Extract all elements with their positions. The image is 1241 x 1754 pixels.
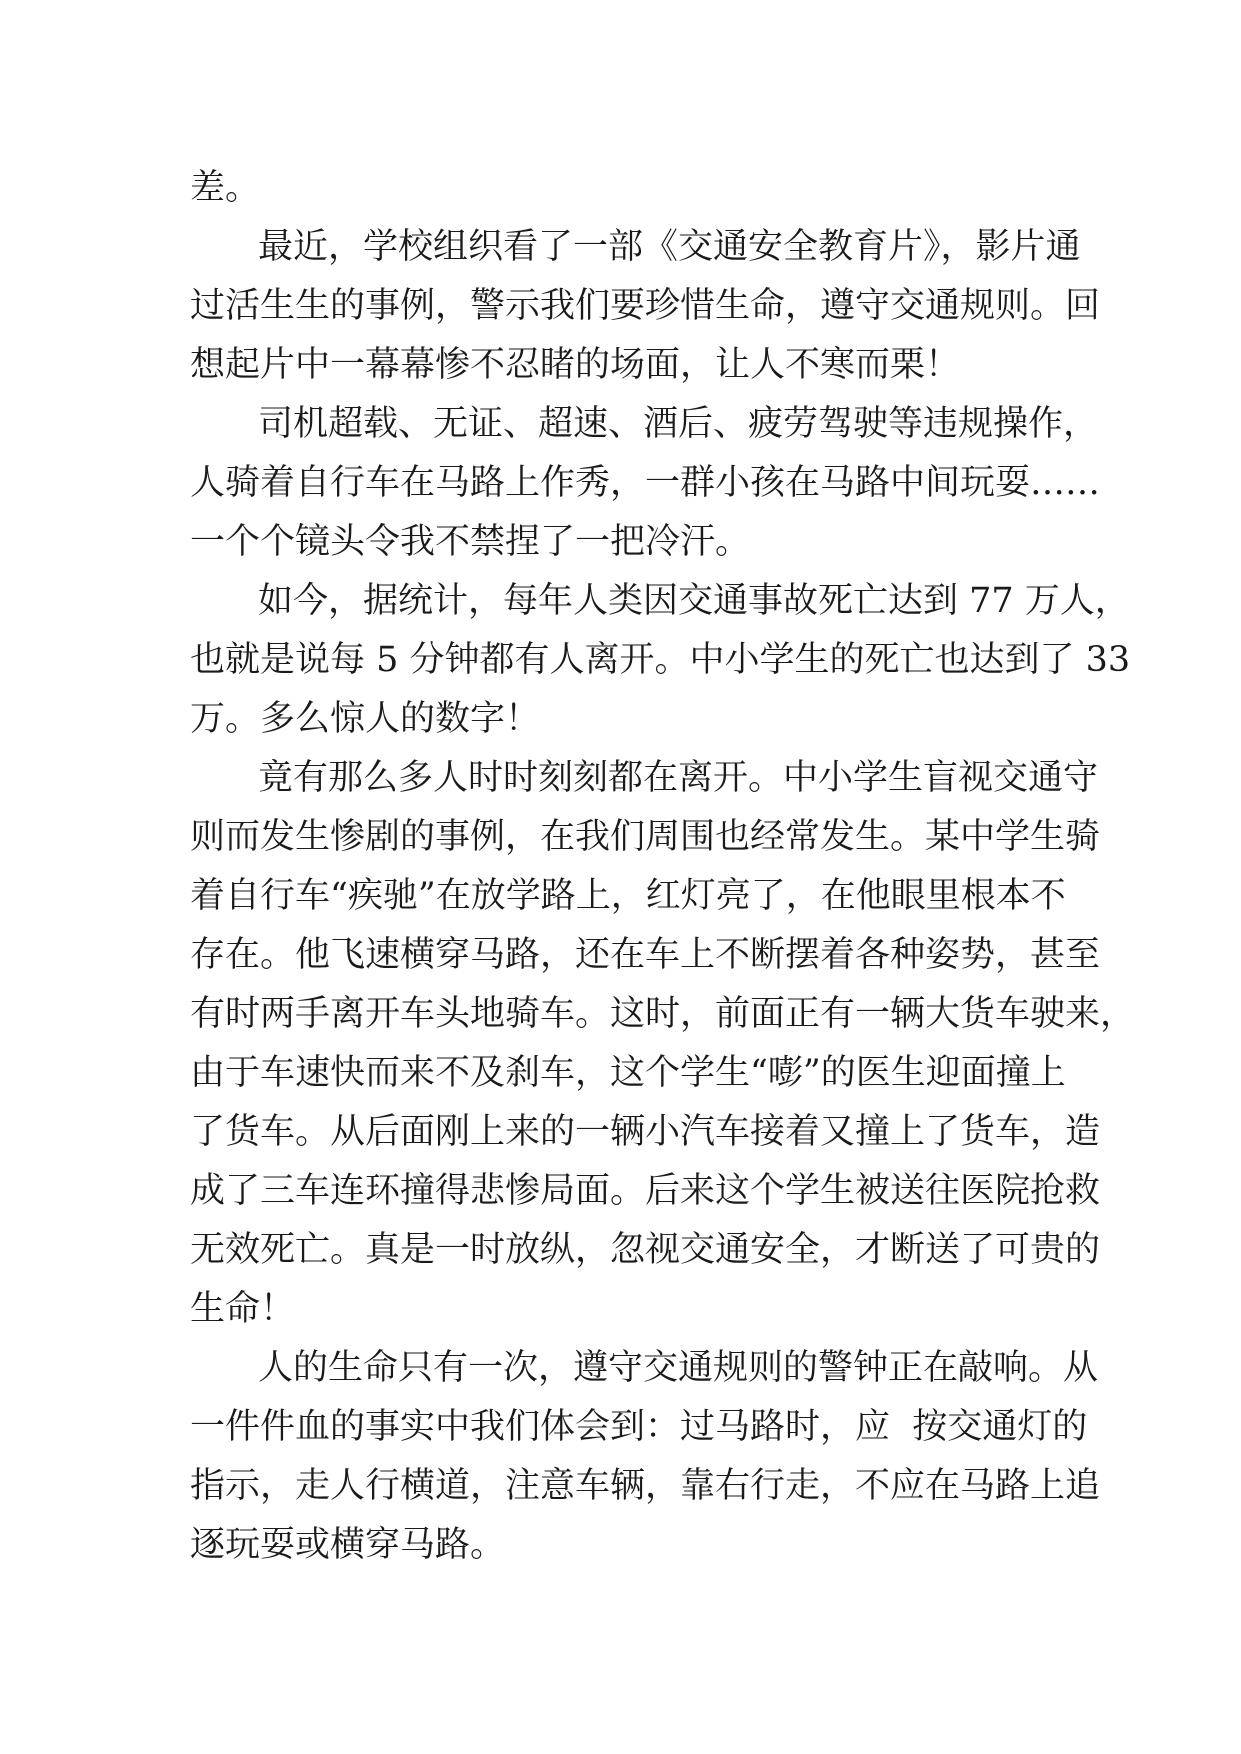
text-line: 生命！: [190, 1289, 296, 1329]
text-line: 司机超载、无证、超速、酒后、疲劳驾驶等违规操作，: [258, 404, 1099, 444]
text-line: 着自行车“疾驰”在放学路上，红灯亮了，在他眼里根本不: [190, 876, 1066, 916]
text-line: 也就是说每 5 分钟都有人离开。中小学生的死亡也达到了 33: [190, 640, 1131, 680]
text-line: 差。: [190, 168, 261, 208]
text-line: 无效死亡。真是一时放纵，忽视交通安全，才断送了可贵的: [190, 1230, 1101, 1270]
text-line: 竟有那么多人时时刻刻都在离开。中小学生盲视交通守: [258, 758, 1099, 798]
text-line: 由于车速快而来不及刹车，这个学生“嘭”的医生迎面撞上: [190, 1053, 1066, 1093]
text-line: 逐玩耍或横穿马路。: [190, 1525, 506, 1565]
text-line: 成了三车连环撞得悲惨局面。后来这个学生被送往医院抢救: [190, 1171, 1101, 1211]
text-line: 了货车。从后面刚上来的一辆小汽车接着又撞上了货车，造: [190, 1112, 1101, 1152]
text-line: 如今，据统计，每年人类因交通事故死亡达到 77 万人，: [258, 581, 1130, 621]
document-body: [190, 159, 1136, 1575]
text-line: 最近，学校组织看了一部《交通安全教育片》，影片通: [258, 227, 1081, 267]
text-line: 人骑着自行车在马路上作秀，一群小孩在马路中间玩耍……: [190, 463, 1101, 503]
text-line: 存在。他飞速横穿马路，还在车上不断摆着各种姿势，甚至: [190, 935, 1101, 975]
text-line: 指示，走人行横道，注意车辆，靠右行走，不应在马路上追: [190, 1466, 1101, 1506]
text-line: 一个个镜头令我不禁捏了一把冷汗。: [190, 522, 751, 562]
text-line: 万。多么惊人的数字！: [190, 699, 541, 739]
text-line: 人的生命只有一次，遵守交通规则的警钟正在敲响。从: [258, 1348, 1099, 1388]
text-line: 过活生生的事例，警示我们要珍惜生命，遵守交通规则。回: [190, 286, 1101, 326]
text-line: 想起片中一幕幕惨不忍睹的场面，让人不寒而栗！: [190, 345, 961, 385]
text-line: 一件件血的事实中我们体会到：过马路时，应 按交通灯的: [190, 1407, 1088, 1447]
text-line: 则而发生惨剧的事例，在我们周围也经常发生。某中学生骑: [190, 817, 1101, 857]
text-line: 有时两手离开车头地骑车。这时，前面正有一辆大货车驶来，: [190, 994, 1136, 1034]
